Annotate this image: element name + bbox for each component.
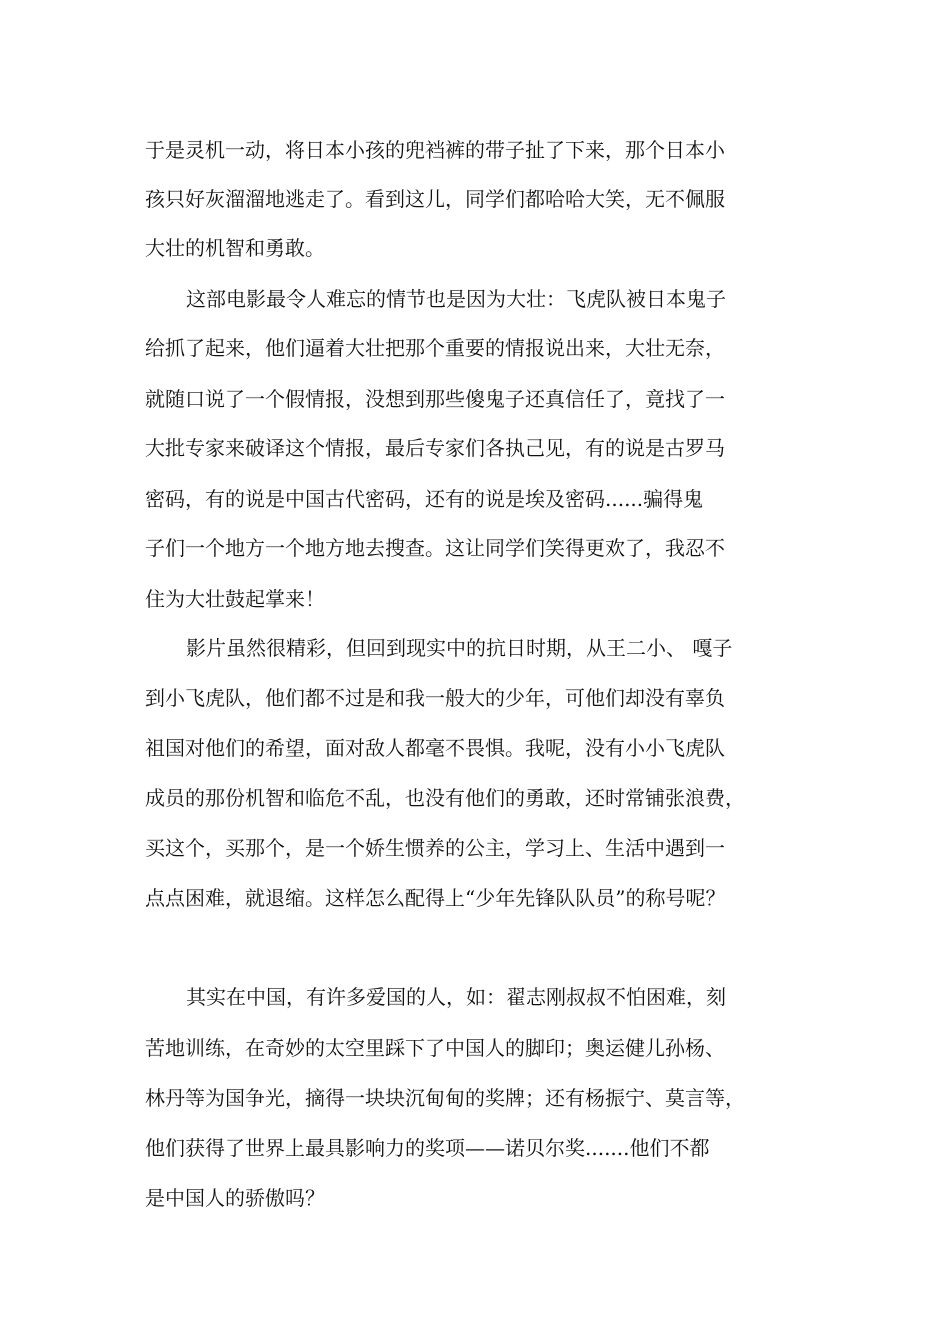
text-line: 是中国人的骄傲吗？: [145, 1186, 325, 1210]
text-line: 子们一个地方一个地方地去搜查。这让同学们笑得更欢了，我忍不: [145, 536, 725, 560]
text-line: 就随口说了一个假情报，没想到那些傻鬼子还真信任了，竟找了一: [145, 387, 725, 411]
paragraph-first-line: 其实在中国，有许多爱国的人，如：翟志刚叔叔不怕困难，刻: [186, 985, 726, 1009]
text-line: 到小飞虎队，他们都不过是和我一般大的少年，可他们却没有辜负: [145, 686, 725, 710]
text-line: 密码，有的说是中国古代密码，还有的说是埃及密码......骗得鬼: [145, 487, 704, 511]
text-line: 给抓了起来，他们逼着大壮把那个重要的情报说出来，大壮无奈，: [145, 336, 725, 360]
paragraph-first-line: 这部电影最令人难忘的情节也是因为大壮：飞虎队被日本鬼子: [186, 287, 726, 311]
text-line: 祖国对他们的希望，面对敌人都毫不畏惧。我呢，没有小小飞虎队: [145, 736, 725, 760]
text-line: 大壮的机智和勇敢。: [145, 236, 325, 260]
text-line: 苦地训练，在奇妙的太空里踩下了中国人的脚印；奥运健儿孙杨、: [145, 1036, 725, 1060]
text-line: 林丹等为国争光，摘得一块块沉甸甸的奖牌；还有杨振宁、莫言等，: [145, 1086, 745, 1110]
text-line: 点点困难，就退缩。这样怎么配得上“少年先锋队队员”的称号呢？: [145, 886, 726, 910]
text-line: 住为大壮鼓起掌来！: [145, 587, 325, 611]
text-line: 买这个，买那个，是一个娇生惯养的公主，学习上、生活中遇到一: [145, 836, 725, 860]
text-line: 于是灵机一动，将日本小孩的兜裆裤的带子扯了下来，那个日本小: [145, 138, 725, 162]
paragraph-first-line: 影片虽然很精彩，但回到现实中的抗日时期，从王二小、 嘎子: [186, 636, 733, 660]
text-line: 成员的那份机智和临危不乱，也没有他们的勇敢，还时常铺张浪费，: [145, 786, 745, 810]
text-line: 大批专家来破译这个情报，最后专家们各执己见，有的说是古罗马: [145, 436, 725, 460]
text-line: 孩只好灰溜溜地逃走了。看到这儿，同学们都哈哈大笑，无不佩服: [145, 187, 725, 211]
text-line: 他们获得了世界上最具影响力的奖项——诺贝尔奖.......他们不都: [145, 1136, 710, 1160]
